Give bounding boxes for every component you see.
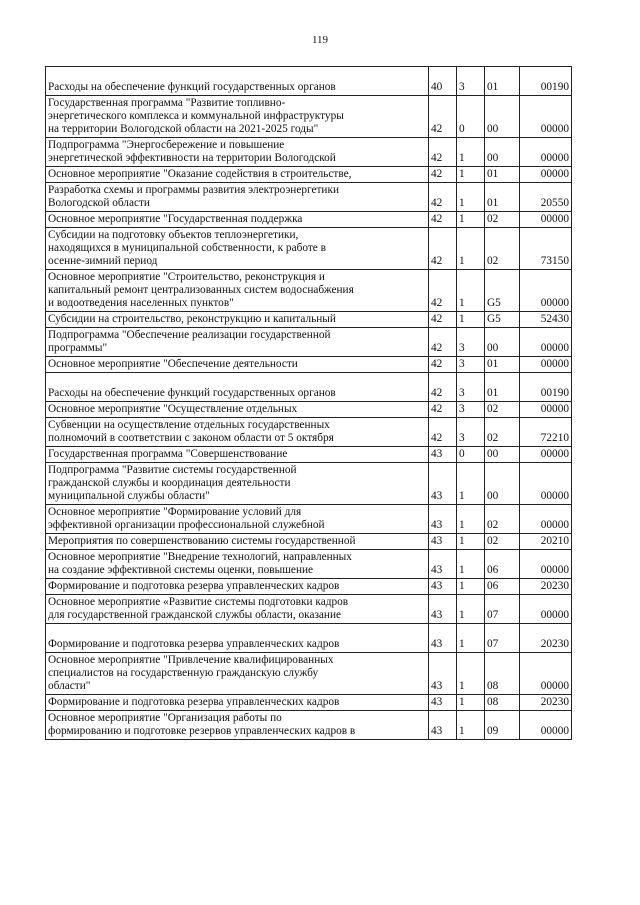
- code-cell-program: 43: [429, 534, 457, 550]
- code-cell-direction: 00190: [520, 373, 572, 402]
- table-row: [46, 463, 572, 505]
- code-cell-direction: 00000: [520, 653, 572, 695]
- code-cell-subprogram: 1: [457, 212, 485, 228]
- code-cell-subprogram: 3: [457, 67, 485, 96]
- row-name-cell: Подпрограмма "Развитие системы государственной гражданской службы и координация деятельности муниципальной службы области": [46, 463, 429, 505]
- table-row: [46, 183, 572, 212]
- code-cell-subprogram: 1: [457, 595, 485, 624]
- row-name-cell: Основное мероприятие "Внедрение технологий, направленных на создание эффективной системы оценки, повышение: [46, 550, 429, 579]
- code-cell-event: 01: [485, 373, 520, 402]
- row-name-cell: Основное мероприятие "Государственная поддержка: [46, 212, 429, 228]
- code-cell-direction: 00000: [520, 357, 572, 373]
- row-name-cell: Субвенции на осуществление отдельных государственных полномочий в соответствии с законом области от 5 октября: [46, 418, 429, 447]
- code-cell-program: 43: [429, 711, 457, 740]
- code-cell-event: 07: [485, 624, 520, 653]
- code-cell-event: 06: [485, 579, 520, 595]
- table-row: [46, 447, 572, 463]
- code-cell-direction: 00000: [520, 402, 572, 418]
- row-name-cell: Основное мероприятие "Формирование условий для эффективной организации профессиональной служебной: [46, 505, 429, 534]
- code-cell-event: 00: [485, 96, 520, 138]
- code-cell-event: 09: [485, 711, 520, 740]
- code-cell-subprogram: 1: [457, 711, 485, 740]
- table-row: [46, 312, 572, 328]
- table-row: [46, 357, 572, 373]
- code-cell-subprogram: 3: [457, 357, 485, 373]
- code-cell-program: 43: [429, 624, 457, 653]
- table-row: [46, 138, 572, 167]
- code-cell-subprogram: 1: [457, 550, 485, 579]
- table-body: [46, 67, 572, 740]
- code-cell-subprogram: 1: [457, 534, 485, 550]
- code-cell-subprogram: 1: [457, 463, 485, 505]
- code-cell-event: 02: [485, 534, 520, 550]
- code-cell-direction: 00000: [520, 447, 572, 463]
- row-name-cell: Разработка схемы и программы развития электроэнергетики Вологодской области: [46, 183, 429, 212]
- code-cell-program: 42: [429, 402, 457, 418]
- row-name-cell: Расходы на обеспечение функций государственных органов: [46, 67, 429, 96]
- row-name-cell: Формирование и подготовка резерва управленческих кадров: [46, 695, 429, 711]
- code-cell-direction: 00000: [520, 270, 572, 312]
- code-cell-subprogram: 1: [457, 167, 485, 183]
- code-cell-event: 02: [485, 402, 520, 418]
- code-cell-event: 02: [485, 418, 520, 447]
- code-cell-direction: 20550: [520, 183, 572, 212]
- row-name-cell: Основное мероприятие "Организация работы по формированию и подготовке резервов управленческих кадров в: [46, 711, 429, 740]
- code-cell-event: 07: [485, 595, 520, 624]
- code-cell-program: 42: [429, 418, 457, 447]
- code-cell-subprogram: 3: [457, 373, 485, 402]
- code-cell-subprogram: 1: [457, 138, 485, 167]
- code-cell-program: 42: [429, 373, 457, 402]
- code-cell-direction: 20230: [520, 579, 572, 595]
- table-row: [46, 212, 572, 228]
- code-cell-direction: 00000: [520, 96, 572, 138]
- code-cell-direction: 00000: [520, 505, 572, 534]
- table-row: [46, 167, 572, 183]
- code-cell-direction: 00000: [520, 167, 572, 183]
- row-name-cell: Основное мероприятие "Строительство, реконструкция и капитальный ремонт централизованных систем водоснабжения и водоотведения населенных пунктов": [46, 270, 429, 312]
- code-cell-direction: 00000: [520, 212, 572, 228]
- code-cell-program: 43: [429, 579, 457, 595]
- code-cell-direction: 00000: [520, 550, 572, 579]
- budget-classification-table: [45, 66, 572, 740]
- code-cell-subprogram: 1: [457, 228, 485, 270]
- code-cell-subprogram: 3: [457, 418, 485, 447]
- code-cell-subprogram: 1: [457, 624, 485, 653]
- code-cell-subprogram: 1: [457, 270, 485, 312]
- code-cell-subprogram: 0: [457, 447, 485, 463]
- row-name-cell: Основное мероприятие "Осуществление отдельных: [46, 402, 429, 418]
- code-cell-program: 43: [429, 550, 457, 579]
- table-row: [46, 579, 572, 595]
- table-row: [46, 653, 572, 695]
- row-name-cell: Формирование и подготовка резерва управленческих кадров: [46, 579, 429, 595]
- row-name-cell: Формирование и подготовка резерва управленческих кадров: [46, 624, 429, 653]
- code-cell-program: 43: [429, 595, 457, 624]
- table-row: [46, 418, 572, 447]
- code-cell-program: 42: [429, 228, 457, 270]
- code-cell-subprogram: 1: [457, 505, 485, 534]
- row-name-cell: Основное мероприятие "Обеспечение деятельности: [46, 357, 429, 373]
- code-cell-program: 43: [429, 695, 457, 711]
- code-cell-event: 02: [485, 505, 520, 534]
- table-row: [46, 505, 572, 534]
- row-name-cell: Государственная программа "Развитие топливно- энергетического комплекса и коммунальной инфраструктуры на территории Вологодской области на 2021-2025 годы": [46, 96, 429, 138]
- table-row: [46, 228, 572, 270]
- code-cell-subprogram: 1: [457, 653, 485, 695]
- code-cell-event: 02: [485, 212, 520, 228]
- code-cell-event: 01: [485, 67, 520, 96]
- code-cell-direction: 73150: [520, 228, 572, 270]
- row-name-cell: Расходы на обеспечение функций государственных органов: [46, 373, 429, 402]
- code-cell-program: 42: [429, 312, 457, 328]
- table-row: [46, 550, 572, 579]
- row-name-cell: Основное мероприятие «Развитие системы подготовки кадров для государственной гражданской службы области, оказание: [46, 595, 429, 624]
- code-cell-event: G5: [485, 312, 520, 328]
- code-cell-subprogram: 0: [457, 96, 485, 138]
- row-name-cell: Государственная программа "Совершенствование: [46, 447, 429, 463]
- code-cell-program: 43: [429, 505, 457, 534]
- code-cell-direction: 72210: [520, 418, 572, 447]
- code-cell-direction: 00000: [520, 463, 572, 505]
- code-cell-event: 01: [485, 183, 520, 212]
- table-row: [46, 96, 572, 138]
- code-cell-event: 06: [485, 550, 520, 579]
- table-row: [46, 402, 572, 418]
- code-cell-event: 01: [485, 357, 520, 373]
- code-cell-direction: 20210: [520, 534, 572, 550]
- code-cell-program: 40: [429, 67, 457, 96]
- code-cell-direction: 00000: [520, 328, 572, 357]
- row-name-cell: Основное мероприятие "Оказание содействия в строительстве,: [46, 167, 429, 183]
- table-row: [46, 67, 572, 96]
- code-cell-event: 08: [485, 653, 520, 695]
- row-name-cell: Субсидии на подготовку объектов теплоэнергетики, находящихся в муниципальной собственности, к работе в осенне-зимний период: [46, 228, 429, 270]
- code-cell-program: 43: [429, 447, 457, 463]
- code-cell-direction: 20230: [520, 624, 572, 653]
- code-cell-event: 00: [485, 447, 520, 463]
- code-cell-direction: 20230: [520, 695, 572, 711]
- code-cell-direction: 00000: [520, 138, 572, 167]
- code-cell-subprogram: 1: [457, 695, 485, 711]
- code-cell-program: 42: [429, 138, 457, 167]
- code-cell-event: G5: [485, 270, 520, 312]
- table-row: [46, 270, 572, 312]
- row-name-cell: Подпрограмма "Энергосбережение и повышение энергетической эффективности на территории Вологодской: [46, 138, 429, 167]
- table-row: [46, 711, 572, 740]
- table-row: [46, 373, 572, 402]
- code-cell-event: 08: [485, 695, 520, 711]
- table-row: [46, 595, 572, 624]
- code-cell-event: 00: [485, 138, 520, 167]
- code-cell-direction: 00000: [520, 595, 572, 624]
- page-number: 119: [311, 34, 329, 46]
- code-cell-program: 42: [429, 167, 457, 183]
- row-name-cell: Основное мероприятие "Привлечение квалифицированных специалистов на государственную гражданскую службу области": [46, 653, 429, 695]
- row-name-cell: Мероприятия по совершенствованию системы государственной: [46, 534, 429, 550]
- row-name-cell: Подпрограмма "Обеспечение реализации государственной программы": [46, 328, 429, 357]
- code-cell-direction: 00000: [520, 711, 572, 740]
- code-cell-subprogram: 1: [457, 579, 485, 595]
- code-cell-direction: 52430: [520, 312, 572, 328]
- code-cell-program: 42: [429, 183, 457, 212]
- code-cell-subprogram: 1: [457, 183, 485, 212]
- code-cell-subprogram: 3: [457, 402, 485, 418]
- row-name-cell: Субсидии на строительство, реконструкцию и капитальный: [46, 312, 429, 328]
- code-cell-direction: 00190: [520, 67, 572, 96]
- table-row: [46, 534, 572, 550]
- code-cell-event: 02: [485, 228, 520, 270]
- table-row: [46, 624, 572, 653]
- code-cell-event: 00: [485, 463, 520, 505]
- code-cell-program: 42: [429, 357, 457, 373]
- table-row: [46, 695, 572, 711]
- code-cell-program: 42: [429, 96, 457, 138]
- code-cell-program: 43: [429, 463, 457, 505]
- code-cell-event: 00: [485, 328, 520, 357]
- code-cell-event: 01: [485, 167, 520, 183]
- code-cell-subprogram: 3: [457, 328, 485, 357]
- table-row: [46, 328, 572, 357]
- code-cell-subprogram: 1: [457, 312, 485, 328]
- code-cell-program: 42: [429, 212, 457, 228]
- code-cell-program: 42: [429, 328, 457, 357]
- code-cell-program: 43: [429, 653, 457, 695]
- code-cell-program: 42: [429, 270, 457, 312]
